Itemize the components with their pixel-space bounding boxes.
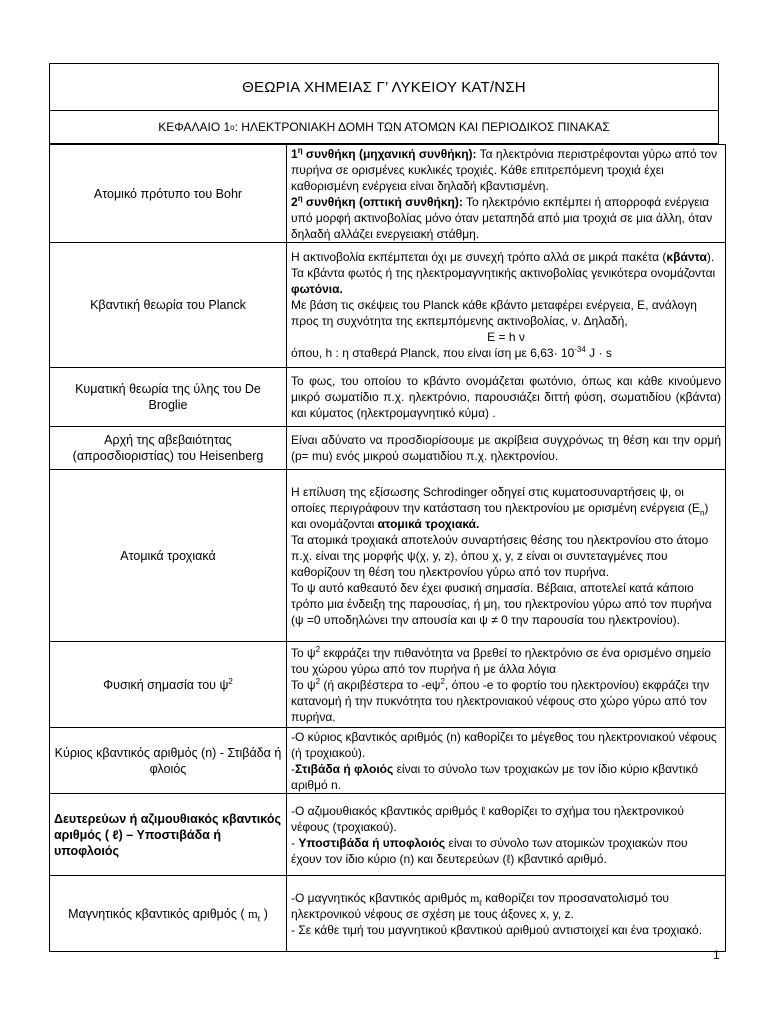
table-row: [50, 243, 726, 368]
row-label-planck: Κβαντική θεωρία του Planck: [50, 243, 287, 368]
row-content-debroglie: Το φως, του οποίου το κβάντο ονομάζεται φωτόνιο, όπως και κάθε κινούμενο μικρό σωματίδιο π.χ. ηλεκτρόνιο, παρουσιάζει διττή φύση, σωματιδίου (κβάντα) και κύματος (ηλεκτρομαγνητικό κύμα) .: [287, 368, 726, 427]
planck-formula: E = h ν: [487, 330, 525, 344]
row-content-principal: -Ο κύριος κβαντικός αριθμός (n) καθορίζει το μέγεθος του ηλεκτρονιακού νέφους (ή τροχιακού). -Στιβάδα ή φλοιός είναι το σύνολο των τροχιακών με τον ίδιο κύριο κβαντικό αριθμό n.: [287, 728, 726, 794]
row-label-orbitals: Ατομικά τροχιακά: [50, 470, 287, 642]
row-label-magnetic: Μαγνητικός κβαντικός αριθμός ( $m_\ell$ ): [50, 876, 287, 952]
row-label-physical: Φυσική σημασία του $\psi^2$: [50, 642, 287, 728]
row-label-heisenberg: Αρχή της αβεβαιότητας (απροσδιοριστίας) του Heisenberg: [50, 427, 287, 470]
title-text: ΘΕΩΡΙΑ ΧΗΜΕΙΑΣ Γ’ ΛΥΚΕΙΟΥ ΚΑΤ/ΝΣΗ: [242, 78, 526, 96]
row-content-planck: Η ακτινοβολία εκπέμπεται όχι με συνεχή τρόπο αλλά σε μικρά πακέτα (κβάντα). Τα κβάντα φωτός ή της ηλεκτρομαγνητικής ακτινοβολίας γενικότερα ονομάζονται φωτόνια. Με βάση τις σκέψεις του Planck κάθε κβάντο μεταφέρει ενέργεια, Ε, ανάλογη προς τη συχνότητα της εκπεμπόμενης ακτινοβολίας, ν. Δηλαδή, E = h ν όπου, h : η σταθερά Planck, που είναι ίση με $6,63\cdot 10^{-34}$ J · s: [287, 243, 726, 368]
table-row: [50, 427, 726, 470]
table-row: [50, 642, 726, 728]
row-content-bohr: $1^\eta$ συνθήκη (μηχανική συνθήκη): Τα ηλεκτρόνια περιστρέφονται γύρω από τον πυρήνα σε ορισμένες κυκλικές τροχιές. Κάθε επιτρεπόμενη τροχιά έχει καθορισμένη ενέργεια είναι δηλαδή κβαντισμένη. $2^\eta$ συνθήκη (οπτική συνθήκη): Το ηλεκτρόνιο εκπέμπει ή απορροφά ενέργεια υπό μορφή ακτινοβολίας μόνο όταν μεταπηδά από μια τροχιά σε μια άλλη, όταν δηλαδή αλλάζει ενεργειακή στάθμη.: [287, 145, 726, 243]
table-row: [50, 368, 726, 427]
row-label-principal: Κύριος κβαντικός αριθμός (n) - Στιβάδα ή φλοιός: [50, 728, 287, 794]
chapter-prefix: ΚΕΦΑΛΑΙΟ 1: [158, 120, 231, 134]
table-row: [50, 876, 726, 952]
chapter-sup: ο: [230, 122, 235, 132]
row-label-debroglie: Κυματική θεωρία της ύλης του De Broglie: [50, 368, 287, 427]
table-row: [50, 145, 726, 243]
row-content-heisenberg: Είναι αδύνατο να προσδιορίσουμε με ακρίβεια συγχρόνως τη θέση και την ορμή (p= mu) ενός μικρού σωματιδίου π.χ. ηλεκτρονίου.: [287, 427, 726, 470]
chapter-heading: [49, 111, 719, 144]
theory-table: [49, 144, 726, 952]
page-number: 1: [713, 948, 720, 962]
row-content-azimuthal: -Ο αζιμουθιακός κβαντικός αριθμός ℓ καθορίζει το σχήμα του ηλεκτρονικού νέφους (τροχιακού). - Υποστιβάδα ή υποφλοιός είναι το σύνολο των ατομικών τροχιακών που έχουν τον ίδιο κύριο (n) και δευτερεύων (ℓ) κβαντικό αριθμό.: [287, 794, 726, 876]
document-sheet: [49, 63, 719, 952]
row-label-bohr: Ατομικό πρότυπο του Bohr: [50, 145, 287, 243]
row-content-magnetic: -Ο μαγνητικός κβαντικός αριθμός $m_\ell$ καθορίζει τον προσανατολισμό του ηλεκτρονικού νέφους σε σχέση με τους άξονες x, y, z. - Σε κάθε τιμή του μαγνητικού κβαντικού αριθμού αντιστοιχεί και ένα τροχιακό.: [287, 876, 726, 952]
table-row: [50, 728, 726, 794]
row-content-physical: Το $\psi^2$ εκφράζει την πιθανότητα να βρεθεί το ηλεκτρόνιο σε ένα ορισμένο σημείο του χώρου γύρω από τον πυρήνα ή με άλλα λόγια Το $\psi^2$ (ή ακριβέστερα το $-e\psi^2$, όπου -e το φορτίο του ηλεκτρονίου) εκφράζει την κατανομή ή την πυκνότητα του ηλεκτρονιακού νέφους στο χώρο γύρω από τον πυρήνα.: [287, 642, 726, 728]
document-title: [49, 63, 719, 111]
table-row: [50, 794, 726, 876]
chapter-suffix: : ΗΛΕΚΤΡΟΝΙΑΚΗ ΔΟΜΗ ΤΩΝ ΑΤΟΜΩΝ ΚΑΙ ΠΕΡΙΟΔΙΚΟΣ ΠΙΝΑΚΑΣ: [234, 120, 610, 134]
row-content-orbitals: Η επίλυση της εξίσωσης Schrodinger οδηγεί στις κυματοσυναρτήσεις ψ, οι οποίες περιγράφουν την κατάσταση του ηλεκτρονίου με ορισμένη ενέργεια $(E_n)$ και ονομάζονται ατομικά τροχιακά. Τα ατομικά τροχιακά αποτελούν συναρτήσεις θέσης του ηλεκτρονίου στο άτομο π.χ. είναι της μορφής ψ(χ, y, z), όπου χ, y, z είναι οι συντεταγμένες που καθορίζουν τη θέση του ηλεκτρονίου γύρω από τον πυρήνα. Το ψ αυτό καθεαυτό δεν έχει φυσική σημασία. Βέβαια, αποτελεί κατά κάποιο τρόπο μια ένδειξη της παρουσίας, ή μη, του ηλεκτρονίου γύρω από τον πυρήνα (ψ =0 υποδηλώνει την απουσία και ψ ≠ 0 την παρουσία του ηλεκτρονίου).: [287, 470, 726, 642]
table-row: [50, 470, 726, 642]
row-label-azimuthal: Δευτερεύων ή αζιμουθιακός κβαντικός αριθμός ( ℓ) – Υποστιβάδα ή υποφλοιός: [50, 794, 287, 876]
